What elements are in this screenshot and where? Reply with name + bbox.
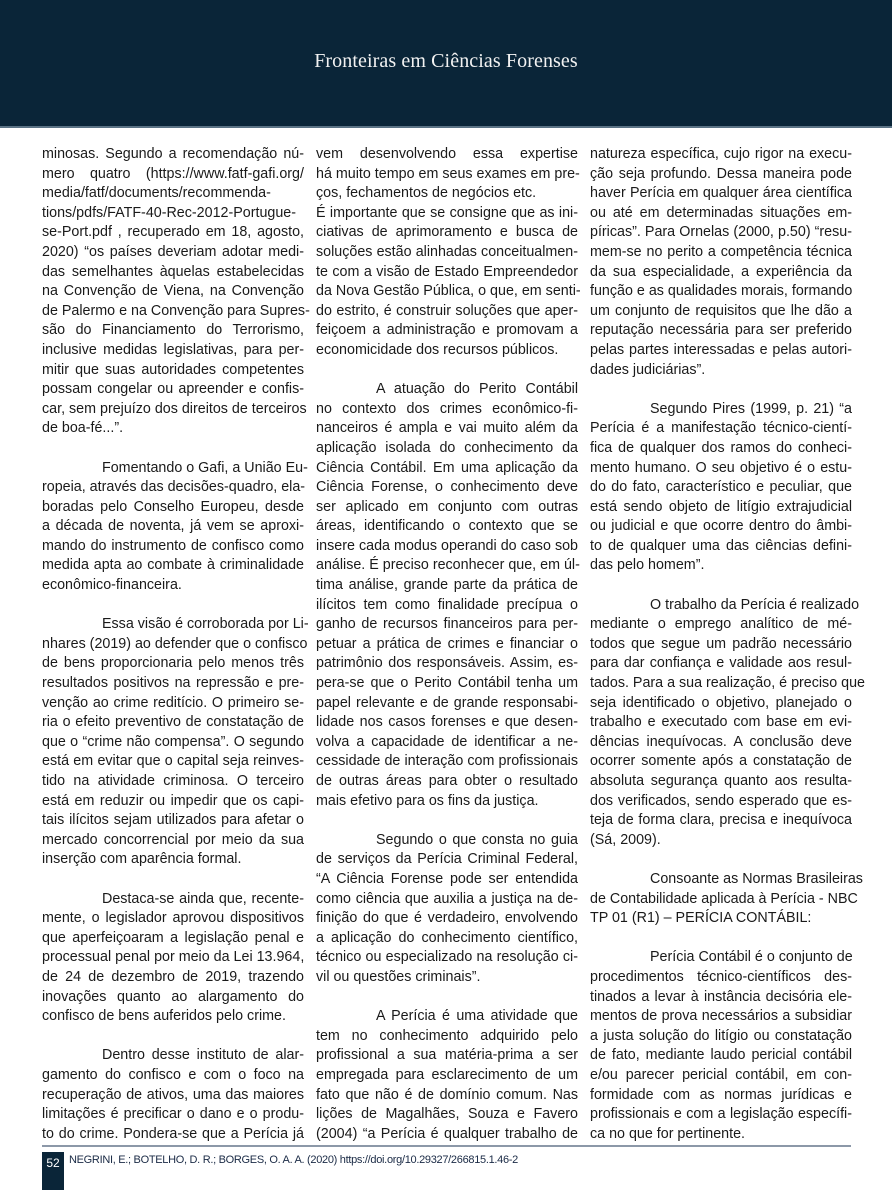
- text-line: resultados positivos na repressão e pre-: [42, 675, 304, 692]
- text-line: dades judiciárias”.: [590, 361, 706, 378]
- text-line: mais efetivo para os fins da justiça.: [316, 792, 539, 809]
- page-number: 52: [42, 1152, 64, 1190]
- text-line: mero quatro (https://www.fatf-gafi.org/: [42, 165, 304, 182]
- text-line: está em reduzir ou impedir que os capi-: [42, 792, 304, 809]
- text-line: pelas partes interessadas e pelas autori-: [590, 341, 852, 358]
- text-line: É importante que se consigne que as ini-: [316, 204, 578, 221]
- text-line: um conjunto de requisitos que lhe dão a: [590, 302, 852, 319]
- text-line: ser aplicado em conjunto com outras: [316, 498, 578, 515]
- text-line: profissionais e com a legislação específi-: [590, 1106, 852, 1123]
- text-line: vem desenvolvendo essa expertise: [316, 146, 578, 162]
- text-line: lições de Magalhães, Souza e Favero: [316, 1106, 578, 1123]
- paragraph-gap: [590, 576, 852, 596]
- text-line: dências inequívocas. A conclusão deve: [590, 733, 852, 750]
- text-line: de serviços da Perícia Criminal Federal,: [316, 851, 578, 868]
- paragraph: [42, 1046, 304, 1144]
- text-line: se-Port.pdf , recuperado em 18, agosto,: [42, 224, 304, 241]
- text-line: tais ilícitos sejam utilizados para afetar o: [42, 812, 304, 829]
- text-line: feiçoem a administração e promovam a: [316, 322, 578, 339]
- paragraph: [42, 890, 304, 1027]
- text-line: ilícitos tem como finalidade precípua o: [316, 596, 578, 613]
- text-line: ou judicial e que ocorre dentro do âmbi-: [590, 518, 852, 535]
- paragraph: [316, 145, 578, 204]
- text-line: soluções estão alinhadas conceitualmen-: [316, 243, 578, 260]
- text-line: do estrito, é construir soluções que aper-: [316, 302, 578, 319]
- text-line: patrimônio dos responsáveis. Assim, es-: [316, 655, 578, 672]
- paragraph: [42, 459, 308, 596]
- text-line: ciativas de aprimoramento e busca de: [316, 224, 578, 241]
- text-line: insere cada modus operandi do caso sob: [316, 537, 578, 554]
- text-line: car, sem prejuízo dos direitos de terceiros: [42, 400, 307, 417]
- text-line: papel relevante e de grande responsabi-: [316, 694, 578, 711]
- text-line: de 24 de dezembro de 2019, trazendo: [42, 968, 304, 985]
- text-line: ca no que for pertinente.: [590, 1125, 745, 1142]
- text-line: há muito tempo em seus exames em pre-: [316, 165, 580, 182]
- text-line: como ciência que auxilia a justiça na de-: [316, 890, 578, 907]
- text-line: dos verificados, sendo esperado que es-: [590, 792, 852, 809]
- text-line: vil ou questões criminais”.: [316, 968, 481, 985]
- paragraph: [316, 380, 578, 811]
- text-line: (Sá, 2009).: [590, 831, 661, 848]
- text-line: a aplicação do conhecimento científico,: [316, 929, 578, 946]
- text-line: ria o efeito preventivo de constatação de: [42, 714, 304, 731]
- text-line: mando do instrumento de confisco como: [42, 537, 304, 554]
- journal-title: Fronteiras em Ciências Forenses: [314, 50, 578, 72]
- paragraph: [590, 596, 865, 851]
- text-line: tima análise, grande parte da prática de: [316, 577, 578, 594]
- text-line: petuar a prática de crimes e financiar o: [316, 635, 578, 652]
- text-line: volva a capacidade de identificar a ne-: [316, 733, 578, 750]
- text-line: cessidade de interação com profissionais: [316, 753, 578, 770]
- text-line: todos que segue um padrão necessário: [590, 635, 852, 652]
- paragraph: [316, 204, 581, 361]
- text-line: ropeia, através das decisões-quadro, ela-: [42, 479, 306, 496]
- text-line: tions/pdfs/FATF-40-Rec-2012-Portugue-: [42, 204, 297, 221]
- text-line: Dentro desse instituto de alar-: [102, 1047, 304, 1064]
- text-line: “A Ciência Forense pode ser entendida: [316, 870, 578, 887]
- text-line: empregada para esclarecimento de um: [316, 1066, 578, 1083]
- paragraph: [590, 870, 863, 929]
- text-line: análise. É preciso reconhecer que, em úl-: [316, 557, 580, 574]
- paragraph: [316, 831, 578, 988]
- text-line: gamento do confisco e com o foco na: [42, 1066, 304, 1083]
- text-line: que aperfeiçoaram a legislação penal e: [42, 929, 304, 946]
- text-line: Fomentando o Gafi, a União Eu-: [102, 459, 308, 476]
- text-line: função e as qualidades morais, formando: [590, 283, 853, 300]
- text-line: medida apta ao combate à criminalidade: [42, 557, 304, 574]
- text-line: no contexto dos crimes econômico-fi-: [316, 400, 578, 417]
- text-line: fica de qualquer dos ramos do conheci-: [590, 439, 852, 456]
- paragraph-gap: [316, 988, 578, 1008]
- footer-divider: [42, 1145, 851, 1147]
- paragraph-gap: [42, 439, 304, 459]
- text-line: áreas, identificando o contexto que se: [316, 518, 578, 535]
- text-line: Perícia é a manifestação técnico-cientí-: [590, 420, 852, 437]
- text-line: to de qualquer uma das ciências defini-: [590, 537, 852, 554]
- text-line: venção ao crime reditício. O primeiro se-: [42, 694, 304, 711]
- paragraph: [42, 615, 309, 870]
- text-column-3: [590, 145, 865, 1144]
- text-line: O trabalho da Perícia é realizado: [650, 596, 860, 613]
- text-line: a justa solução do litígio ou constatação: [590, 1027, 852, 1044]
- text-line: reputação necessária para ser preferido: [590, 322, 852, 339]
- text-line: ganho de recursos financeiros para per-: [316, 616, 578, 633]
- text-line: nhares (2019) ao defender que o confisco: [42, 635, 308, 652]
- text-line: do do fato, característico e peculiar, que: [590, 479, 852, 496]
- text-line: finição do que é verdadeiro, envolvendo: [316, 910, 578, 927]
- text-line: haver Perícia em qualquer área científica: [590, 185, 852, 202]
- text-line: tido na atividade criminosa. O terceiro: [42, 773, 304, 789]
- text-line: Ciência Forense, o conhecimento deve: [316, 479, 578, 496]
- text-line: inserção com aparência formal.: [42, 851, 242, 868]
- text-line: mentos de prova necessários a subsidiar: [590, 1008, 852, 1025]
- text-line: natureza específica, cujo rigor na execu-: [590, 146, 852, 162]
- text-line: media/fatf/documents/recommenda-: [42, 185, 271, 202]
- text-line: pera-se que o Perito Contábil tenha um: [316, 675, 578, 692]
- text-line: píricas”. Para Ornelas (2000, p.50) “resu-: [590, 224, 852, 241]
- text-line: econômico-financeira.: [42, 577, 182, 594]
- paragraph: [316, 1007, 578, 1144]
- text-line: procedimentos técnico-científicos des-: [590, 968, 852, 985]
- text-line: Segundo o que consta no guia: [376, 831, 578, 848]
- text-line: ços, fechamentos de negócios etc.: [316, 185, 537, 202]
- text-line: técnico ou especializado na resolução ci-: [316, 949, 578, 966]
- paragraph-gap: [590, 929, 852, 949]
- journal-header: [0, 0, 892, 128]
- text-line: 2020) “os países deveriam adotar medi-: [42, 243, 304, 260]
- text-line: confisco de bens auferidos pelo crime.: [42, 1008, 286, 1025]
- text-line: na Convenção de Viena, na Convenção: [42, 283, 304, 300]
- text-line: de outras áreas para obter o resultado: [316, 773, 578, 789]
- text-line: absoluta segurança quanto aos resulta-: [590, 773, 852, 789]
- text-line: ou até em determinadas situações em-: [590, 204, 852, 221]
- text-line: que o “crime não compensa”. O segundo: [42, 733, 304, 750]
- text-line: possam congelar ou apreender e confis-: [42, 381, 304, 398]
- text-line: inclusive medidas legislativas, para per-: [42, 341, 304, 358]
- text-line: profissional a sua matéria-prima a ser: [316, 1047, 578, 1064]
- text-line: Consoante as Normas Brasileiras: [650, 870, 863, 887]
- text-line: mem-se no perito a competência técnica: [590, 243, 852, 260]
- text-line: para dar confiança e validade aos resul-: [590, 655, 852, 672]
- text-line: mitir que suas autoridades competentes: [42, 361, 304, 378]
- paragraph-gap: [590, 380, 852, 400]
- text-line: de Palermo e na Convenção para Supres-: [42, 302, 310, 319]
- paragraph-gap: [42, 596, 304, 616]
- text-line: ção seja profundo. Dessa maneira pode: [590, 165, 852, 182]
- paragraph-gap: [590, 850, 852, 870]
- text-line: está em evitar que o capital seja reinves-: [42, 753, 304, 770]
- text-line: são do Financiamento do Terrorismo,: [42, 322, 304, 339]
- text-line: A Perícia é uma atividade que: [376, 1008, 578, 1025]
- text-line: e/ou parecer pericial contábil, em con-: [590, 1066, 852, 1083]
- text-line: boradas pelo Conselho Europeu, desde: [42, 498, 304, 515]
- text-line: economicidade dos recursos públicos.: [316, 341, 559, 358]
- text-line: formidade com as normas jurídicas e: [590, 1086, 852, 1103]
- text-line: A atuação do Perito Contábil: [376, 381, 578, 398]
- text-line: mercado concorrencial por meio da sua: [42, 831, 304, 848]
- text-line: tados. Para a sua realização, é preciso que: [590, 675, 865, 692]
- text-line: Perícia Contábil é o conjunto de: [650, 949, 853, 966]
- text-line: de boa-fé...”.: [42, 420, 124, 437]
- text-line: das pelo homem”.: [590, 557, 705, 574]
- text-line: seja identificado o objetivo, planejado o: [590, 694, 852, 711]
- paragraph: [42, 145, 310, 439]
- text-line: processual penal por meio da Lei 13.964,: [42, 949, 305, 966]
- text-line: tem no conhecimento adquirido pelo: [316, 1027, 578, 1044]
- text-line: a década de noventa, já vem se aproxi-: [42, 518, 304, 535]
- text-line: de fato, mediante laudo pericial contábil: [590, 1047, 852, 1064]
- paragraph: [590, 948, 852, 1144]
- paragraph: [590, 400, 852, 576]
- text-line: Ciência Contábil. Em uma aplicação da: [316, 459, 578, 476]
- text-line: mento humano. O seu objetivo é o estu-: [590, 459, 852, 476]
- paragraph: [590, 145, 852, 380]
- text-line: TP 01 (R1) – PERÍCIA CONTÁBIL:: [590, 910, 812, 927]
- text-line: lidade nos casos forenses e que desen-: [316, 714, 578, 731]
- text-line: to do crime. Pondera-se que a Perícia já: [42, 1125, 304, 1142]
- text-line: mente, o legislador aprovou dispositivos: [42, 910, 304, 927]
- paragraph-gap: [42, 1027, 304, 1047]
- text-line: mediante o emprego analítico de mé-: [590, 616, 852, 633]
- text-line: Destaca-se ainda que, recente-: [102, 890, 304, 907]
- footer-citation: NEGRINI, E.; BOTELHO, D. R.; BORGES, O. A. A. (2020) https://doi.org/10.29327/266815.1.46-2: [69, 1154, 518, 1166]
- text-line: teja de forma clara, precisa e inequívoca: [590, 812, 852, 829]
- text-line: da Nova Gestão Pública, o que, em senti-: [316, 283, 581, 300]
- text-line: trabalho e executado com base em evi-: [590, 714, 852, 731]
- text-line: (2004) “a Perícia é qualquer trabalho de: [316, 1125, 578, 1142]
- text-line: tinados a levar à instância decisória ele-: [590, 988, 852, 1005]
- text-line: nanceiros é ampla e vai muito além da: [316, 420, 578, 437]
- text-line: da sua especialidade, a experiência da: [590, 263, 852, 280]
- text-line: ocorrer somente após a constatação de: [590, 753, 852, 770]
- text-line: está sendo objeto de litígio extrajudicial: [590, 498, 852, 515]
- text-line: de Contabilidade aplicada à Perícia - NBC: [590, 890, 858, 907]
- text-line: Segundo Pires (1999, p. 21) “a: [650, 400, 852, 417]
- text-column-1: [42, 145, 310, 1144]
- text-line: fato que não é de domínio comum. Nas: [316, 1086, 578, 1103]
- text-line: aplicação isolada do conhecimento da: [316, 439, 578, 456]
- paragraph-gap: [316, 361, 578, 381]
- text-column-2: [316, 145, 581, 1144]
- text-line: te com a visão de Estado Empreendedor: [316, 263, 578, 280]
- text-line: inovações quanto ao alargamento do: [42, 988, 304, 1005]
- text-line: limitações é precificar o dano e o produ-: [42, 1106, 304, 1123]
- text-line: Essa visão é corroborada por Li-: [102, 616, 309, 633]
- text-line: de bens proporcionaria pelo menos três: [42, 655, 304, 672]
- paragraph-gap: [42, 870, 304, 890]
- paragraph-gap: [316, 811, 578, 831]
- text-line: minosas. Segundo a recomendação nú-: [42, 146, 304, 162]
- text-line: das semelhantes àquelas estabelecidas: [42, 263, 304, 280]
- text-line: recuperação de ativos, uma das maiores: [42, 1086, 304, 1103]
